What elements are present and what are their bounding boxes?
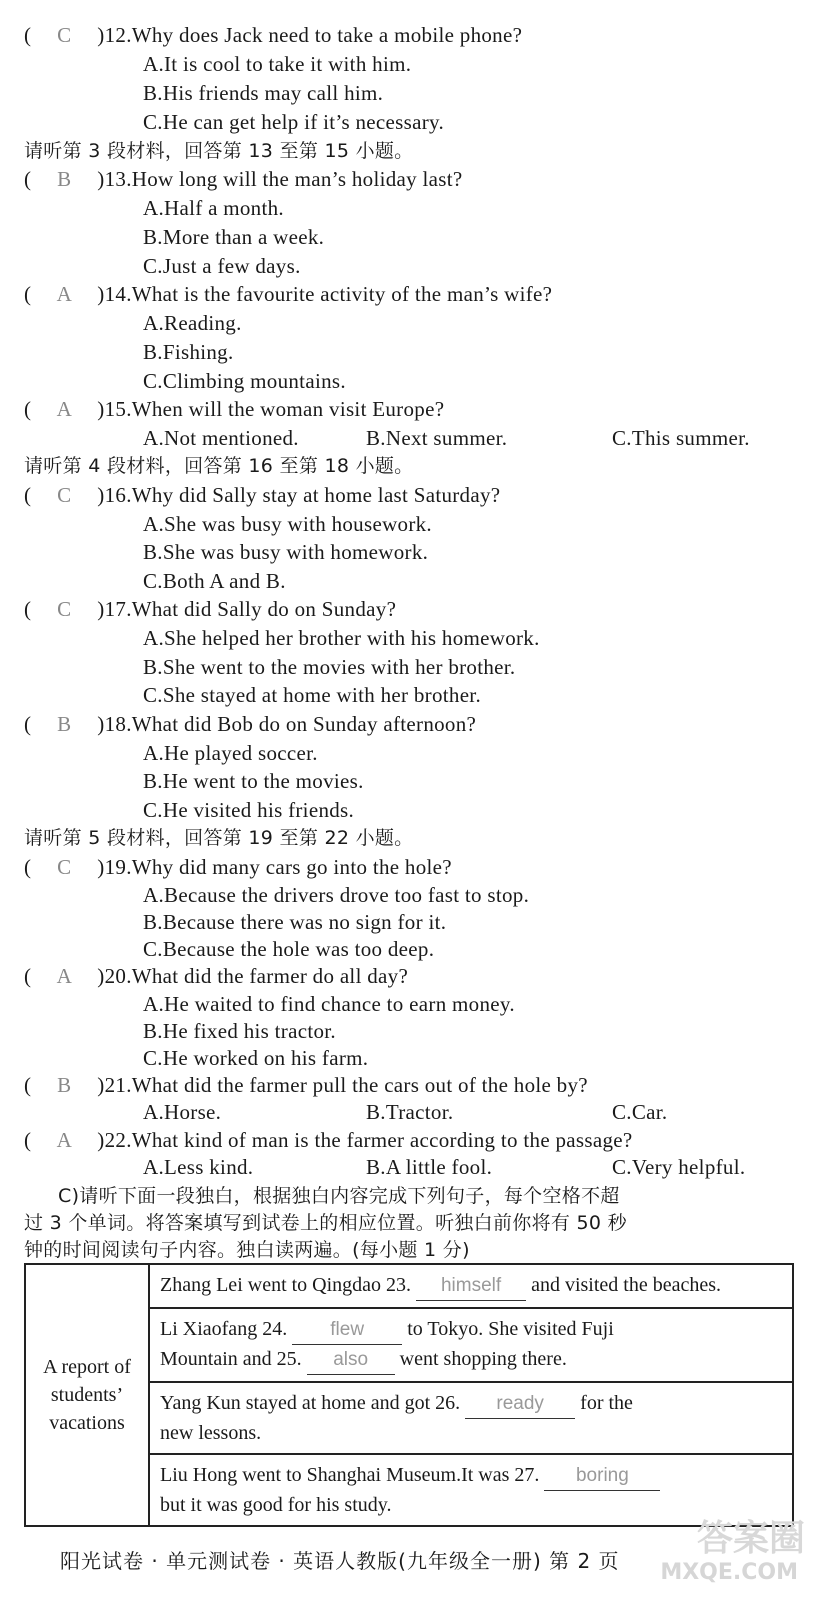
answer-blank-24[interactable]: flew <box>292 1316 402 1345</box>
question-16: ( C )16.Why did Sally stay at home last Saturday? <box>24 483 501 507</box>
row-text: went shopping there. <box>399 1348 567 1370</box>
answer-mark: B <box>57 167 72 191</box>
option: B.He went to the movies. <box>143 769 364 793</box>
question-stem: 14.What is the favourite activity of the man’s wife? <box>104 282 553 306</box>
answer-mark: A <box>56 282 73 306</box>
instruction-line: 过 3 个单词。将答案填写到试卷上的相应位置。听独白前你将有 50 秒 <box>24 1212 627 1234</box>
row-text: Zhang Lei went to Qingdao 23. <box>160 1274 412 1296</box>
option: A.Less kind. <box>143 1155 254 1179</box>
question-stem: 12.Why does Jack need to take a mobile phone? <box>104 23 523 47</box>
option: A.Reading. <box>143 311 242 335</box>
row-text: Yang Kun stayed at home and got 26. <box>160 1392 461 1414</box>
answer-mark: B <box>57 1073 72 1097</box>
option: C.He can get help if it’s necessary. <box>143 110 445 134</box>
question-20: ( A )20.What did the farmer do all day? <box>24 964 409 988</box>
option: B.More than a week. <box>143 225 325 249</box>
option: A.Not mentioned. <box>143 426 299 450</box>
watermark-url: MXQE.COM <box>660 1560 798 1585</box>
row-text: to Tokyo. She visited Fuji <box>407 1318 614 1340</box>
question-22: ( A )22.What kind of man is the farmer according to the passage? <box>24 1128 633 1152</box>
option: C.Just a few days. <box>143 254 301 278</box>
question-stem: 13.How long will the man’s holiday last? <box>104 167 463 191</box>
option: A.She helped her brother with his homework. <box>143 626 540 650</box>
option: B.Next summer. <box>366 426 508 450</box>
answer-mark: C <box>57 23 72 47</box>
option: A.Because the drivers drove too fast to stop. <box>143 883 530 907</box>
option: A.Half a month. <box>143 196 284 220</box>
question-17: ( C )17.What did Sally do on Sunday? <box>24 597 397 621</box>
page-footer: 阳光试卷 · 单元测试卷 · 英语人教版(九年级全一册) 第 2 页 <box>60 1549 620 1573</box>
question-stem: 15.When will the woman visit Europe? <box>104 397 445 421</box>
row-text: Liu Hong went to Shanghai Museum.It was 27. <box>160 1464 540 1486</box>
instruction-line: 钟的时间阅读句子内容。独白读两遍。(每小题 1 分) <box>24 1239 470 1261</box>
option: A.Horse. <box>143 1100 222 1124</box>
option: A.He played soccer. <box>143 741 318 765</box>
answer-mark: C <box>57 855 72 879</box>
option: B.Fishing. <box>143 340 234 364</box>
answer-mark: A <box>56 1128 73 1152</box>
answer-mark: A <box>56 397 73 421</box>
option: C.Very helpful. <box>612 1155 746 1179</box>
answer-mark: B <box>57 712 72 736</box>
report-label-line: students’ <box>50 1384 124 1406</box>
question-19: ( C )19.Why did many cars go into the hole? <box>24 855 452 879</box>
option: C.He visited his friends. <box>143 798 355 822</box>
report-row-2 <box>149 1308 793 1382</box>
option: B.A little fool. <box>366 1155 493 1179</box>
option: C.He worked on his farm. <box>143 1046 369 1070</box>
question-21: ( B )21.What did the farmer pull the cars out of the hole by? <box>24 1073 588 1097</box>
row-text: Mountain and 25. <box>160 1348 302 1370</box>
answer-blank-27[interactable]: boring <box>544 1462 660 1491</box>
row-text: Li Xiaofang 24. <box>160 1318 288 1340</box>
question-stem: 16.Why did Sally stay at home last Saturday? <box>104 483 501 507</box>
answer-blank-26[interactable]: ready <box>465 1390 575 1419</box>
question-stem: 18.What did Bob do on Sunday afternoon? <box>104 712 477 736</box>
answer-blank-25[interactable]: also <box>307 1346 395 1375</box>
report-label-cell <box>25 1264 149 1526</box>
section-heading: 请听第 4 段材料，回答第 16 至第 18 小题。 <box>24 455 414 477</box>
question-15: ( A )15.When will the woman visit Europe? <box>24 397 445 421</box>
question-stem: 21.What did the farmer pull the cars out of the hole by? <box>104 1073 588 1097</box>
table-row <box>25 1264 793 1308</box>
option: B.Because there was no sign for it. <box>143 910 447 934</box>
option: B.She went to the movies with her brother. <box>143 655 516 679</box>
option: C.Both A and B. <box>143 569 286 593</box>
report-label-line: vacations <box>49 1412 125 1434</box>
row-text: new lessons. <box>160 1422 262 1444</box>
row-text: for the <box>580 1392 633 1414</box>
option: B.His friends may call him. <box>143 81 384 105</box>
row-text: but it was good for his study. <box>160 1494 392 1516</box>
report-label-line: A report of <box>43 1356 131 1378</box>
option: C.This summer. <box>612 426 750 450</box>
question-12: ( C )12.Why does Jack need to take a mobile phone? <box>24 23 523 47</box>
option: B.He fixed his tractor. <box>143 1019 336 1043</box>
question-stem: 22.What kind of man is the farmer according to the passage? <box>104 1128 633 1152</box>
row-text: and visited the beaches. <box>531 1274 721 1296</box>
option: C.Climbing mountains. <box>143 369 346 393</box>
option: A.It is cool to take it with him. <box>143 52 412 76</box>
question-14: ( A )14.What is the favourite activity of the man’s wife? <box>24 282 553 306</box>
question-18: ( B )18.What did Bob do on Sunday afternoon? <box>24 712 477 736</box>
option: B.She was busy with homework. <box>143 540 429 564</box>
option: C.Because the hole was too deep. <box>143 937 435 961</box>
report-table <box>24 1263 794 1527</box>
option: A.She was busy with housework. <box>143 512 432 536</box>
section-heading: 请听第 5 段材料，回答第 19 至第 22 小题。 <box>24 827 414 849</box>
question-stem: 19.Why did many cars go into the hole? <box>104 855 452 879</box>
answer-mark: A <box>56 964 73 988</box>
report-row-3 <box>149 1382 793 1454</box>
option: C.Car. <box>612 1100 668 1124</box>
option: A.He waited to find chance to earn money. <box>143 992 515 1016</box>
watermark-logo: 答案圈 <box>696 1518 805 1559</box>
question-stem: 20.What did the farmer do all day? <box>104 964 409 988</box>
answer-mark: C <box>57 597 72 621</box>
answer-blank-23[interactable]: himself <box>416 1272 526 1301</box>
option: C.She stayed at home with her brother. <box>143 683 481 707</box>
option: B.Tractor. <box>366 1100 454 1124</box>
question-13: ( B )13.How long will the man’s holiday last? <box>24 167 463 191</box>
section-heading: 请听第 3 段材料，回答第 13 至第 15 小题。 <box>24 140 414 162</box>
instruction-line: C)请听下面一段独白，根据独白内容完成下列句子，每个空格不超 <box>58 1185 620 1207</box>
question-stem: 17.What did Sally do on Sunday? <box>104 597 397 621</box>
report-row-1 <box>149 1264 793 1308</box>
answer-mark: C <box>57 483 72 507</box>
